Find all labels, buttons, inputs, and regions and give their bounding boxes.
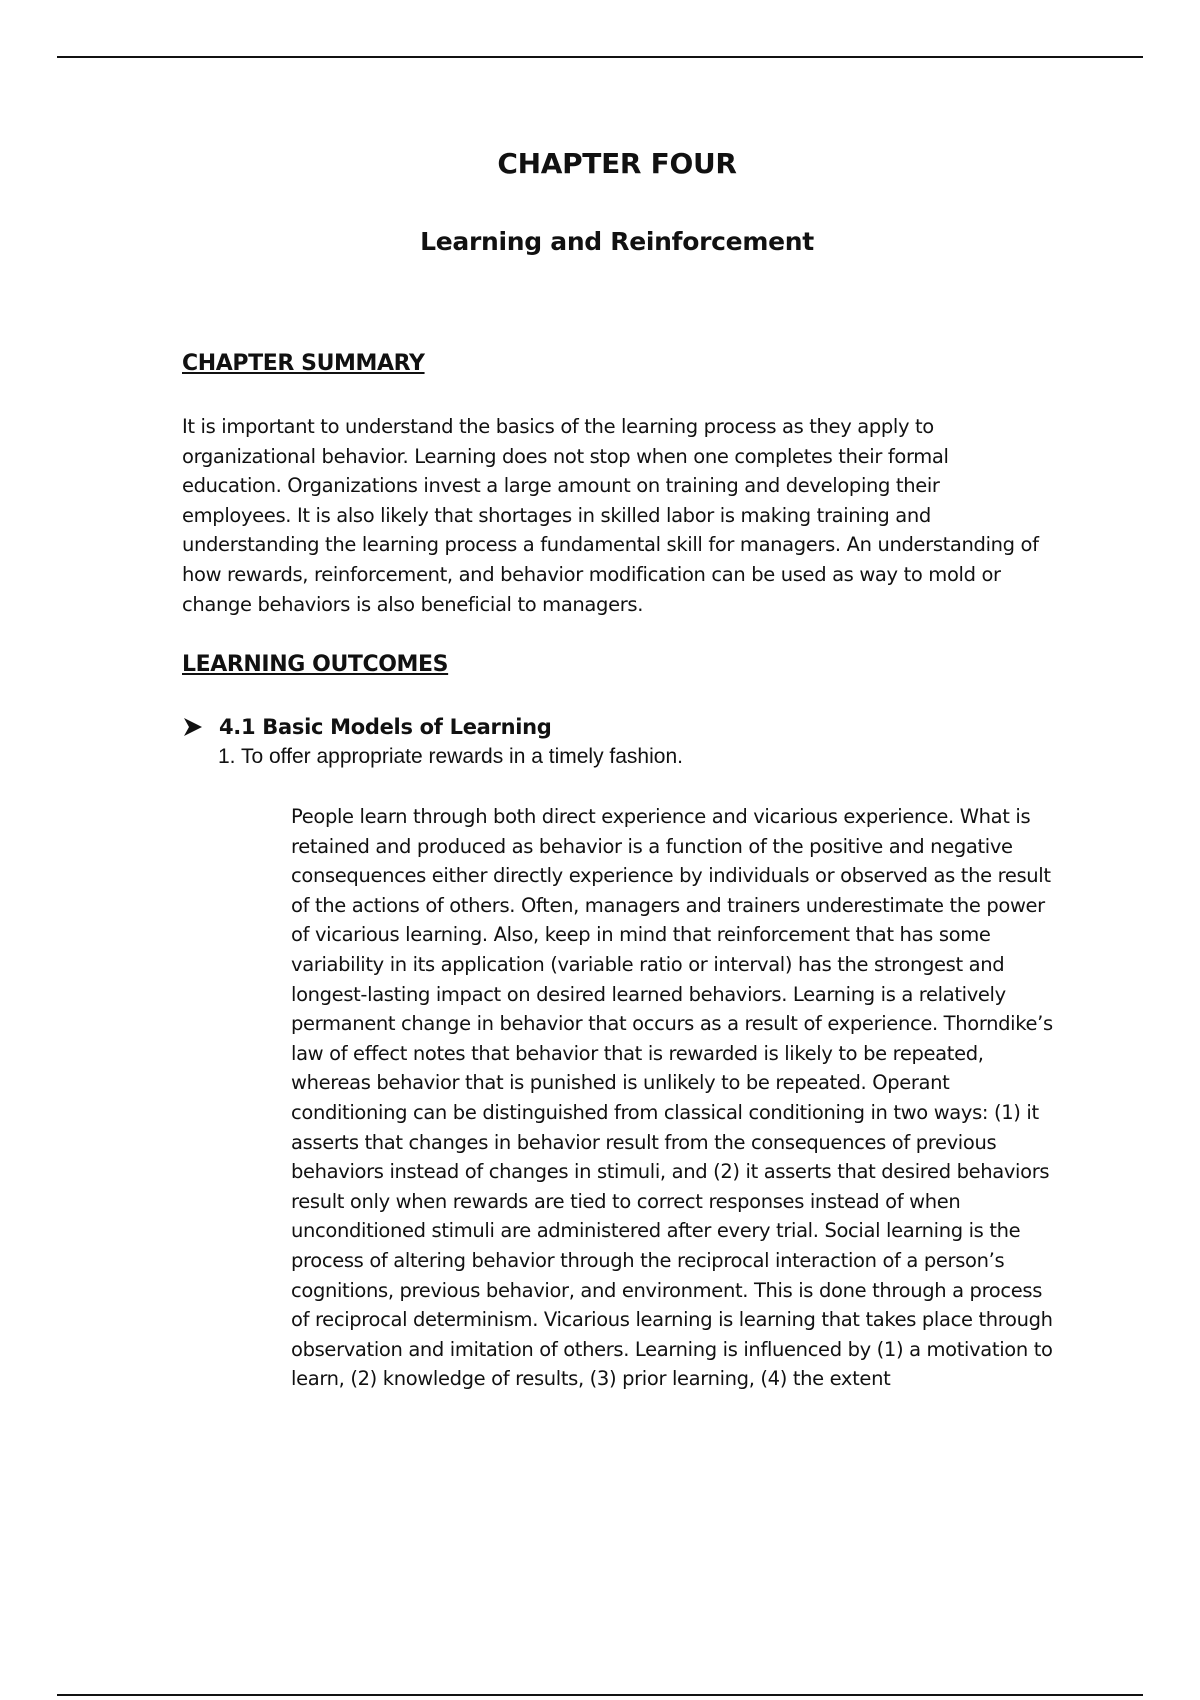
chapter-subtitle: Learning and Reinforcement (420, 227, 814, 256)
chapter-summary-heading: CHAPTER SUMMARY (182, 351, 425, 376)
chapter-title: CHAPTER FOUR (497, 147, 737, 180)
outcome-heading: 4.1 Basic Models of Learning (219, 715, 552, 739)
learning-objective: 1. To offer appropriate rewards in a timely fashion. (218, 745, 683, 768)
chapter-summary-paragraph: It is important to understand the basics of the learning process as they apply to organizational behavior. Learning does not stop when one completes their formal education. Organizations invest a large amount on training and developing their employees. It is also likely that shortages in skilled labor is making training and understanding the learning process a fundamental skill for managers. An understanding of how rewards, reinforcement, and behavior modification can be used as way to mold or change behaviors is also beneficial to managers. (182, 415, 1039, 616)
header-rule (57, 56, 1143, 58)
outcome-body-paragraph: People learn through both direct experience and vicarious experience. What is retained and produced as behavior is a function of the positive and negative consequences either directly experience by individuals or observed as the result of the actions of others. Often, managers and trainers underestimate the power of vicarious learning. Also, keep in mind that reinforcement that has some variability in its application (variable ratio or interval) has the strongest and longest-lasting impact on desired learned behaviors. Learning is a relatively permanent change in behavior that occurs as a result of experience. Thorndike’s law of effect notes that behavior that is rewarded is likely to be repeated, whereas behavior that is punished is unlikely to be repeated. Operant conditioning can be distinguished from classical conditioning in two ways: (1) it asserts that changes in behavior result from the consequences of previous behaviors instead of changes in stimuli, and (2) it asserts that desired behaviors result only when rewards are tied to correct responses instead of when unconditioned stimuli are administered after every trial. Social learning is the process of altering behavior through the reciprocal interaction of a person’s cognitions, previous behavior, and environment. This is done through a process of reciprocal determinism. Vicarious learning is learning that takes place through observation and imitation of others. Learning is influenced by (1) a motivation to learn, (2) knowledge of results, (3) prior learning, (4) the extent (291, 805, 1053, 1391)
outcome-item-4-1 (182, 715, 552, 739)
footer-rule (57, 1694, 1143, 1696)
arrow-bullet-icon (182, 717, 204, 737)
learning-outcomes-heading: LEARNING OUTCOMES (182, 652, 449, 677)
